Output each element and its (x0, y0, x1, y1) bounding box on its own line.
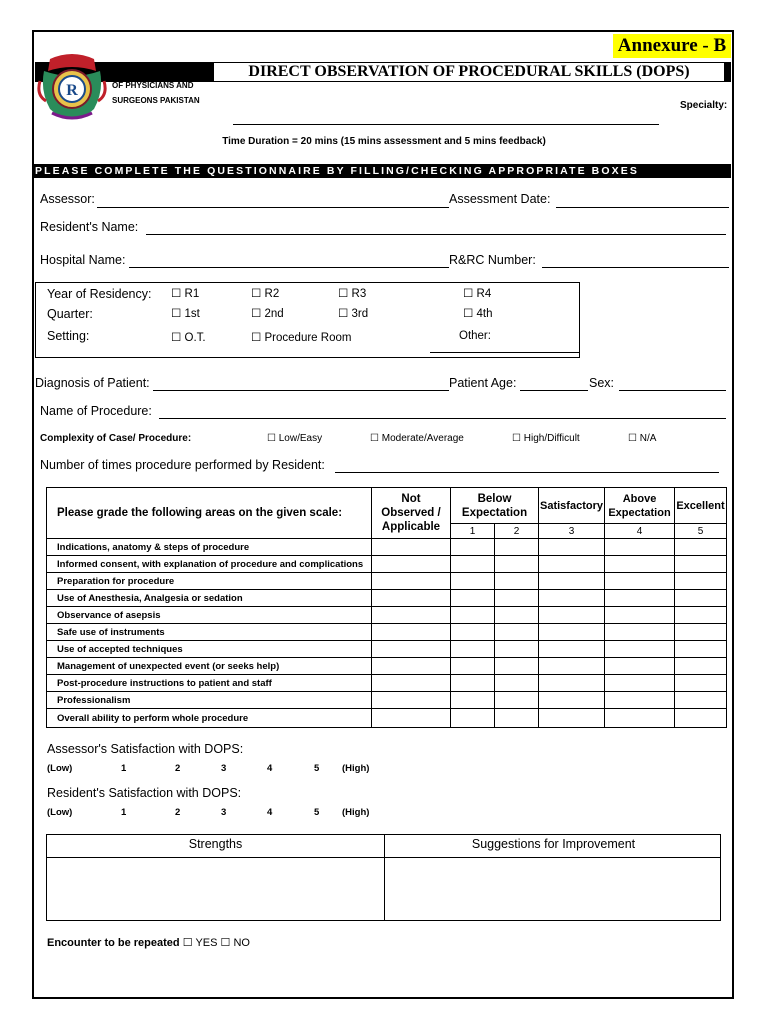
checkbox-icon: ☐ (463, 308, 474, 320)
grade-cell[interactable] (675, 675, 727, 692)
assessor-satisfaction-label: Assessor's Satisfaction with DOPS: (47, 742, 244, 756)
scale-4[interactable]: 4 (267, 763, 273, 774)
checkbox-icon: ☐ (338, 288, 349, 300)
grade-cell[interactable] (539, 607, 605, 624)
grading-prompt: Please grade the following areas on the given scale: (47, 488, 372, 539)
table-row (47, 607, 727, 624)
grade-cell[interactable] (495, 573, 539, 590)
table-row (47, 709, 727, 728)
grade-cell[interactable] (372, 539, 451, 556)
grade-cell[interactable] (495, 539, 539, 556)
grade-cell[interactable] (451, 709, 495, 728)
grade-cell[interactable] (605, 675, 675, 692)
grade-cell[interactable] (372, 607, 451, 624)
checkbox-icon: ☐ (512, 433, 521, 444)
grade-cell[interactable] (495, 675, 539, 692)
grade-cell[interactable] (451, 590, 495, 607)
college-name-line1: OF PHYSICIANS AND (112, 81, 194, 90)
setting-label: Setting: (47, 329, 90, 343)
header-divider (233, 124, 659, 125)
option-quarter-4th[interactable]: ☐ 4th (463, 308, 493, 320)
option-complexity-na[interactable]: ☐ N/A (628, 433, 657, 444)
complexity-label: Complexity of Case/ Procedure: (40, 433, 192, 444)
option-quarter-2nd[interactable]: ☐ 2nd (251, 308, 284, 320)
repeat-encounter-label: Encounter to be repeated (47, 937, 180, 949)
grading-item: Preparation for procedure (47, 573, 372, 590)
table-row (47, 573, 727, 590)
checkbox-icon: ☐ (267, 433, 276, 444)
grade-cell[interactable] (675, 590, 727, 607)
grade-cell[interactable] (451, 573, 495, 590)
scale-number: 4 (605, 524, 675, 539)
assessment-date-label: Assessment Date: (449, 192, 551, 206)
resident-name-input[interactable] (146, 234, 726, 235)
grade-cell[interactable] (495, 641, 539, 658)
grade-cell[interactable] (495, 556, 539, 573)
repeat-encounter-row (47, 936, 250, 949)
table-row (47, 675, 727, 692)
option-quarter-1st[interactable]: ☐ 1st (171, 308, 200, 320)
strengths-header: Strengths (188, 837, 243, 851)
college-name-line2: SURGEONS PAKISTAN (112, 96, 200, 105)
annexure-label: Annexure - B (613, 34, 731, 58)
feedback-box (46, 834, 721, 921)
checkbox-icon: ☐ (338, 308, 349, 320)
grade-cell[interactable] (675, 624, 727, 641)
col-below-expectation: Below Expectation (451, 488, 539, 524)
scale-high: (High) (342, 807, 370, 818)
hospital-name-label: Hospital Name: (40, 253, 126, 267)
grade-cell[interactable] (539, 556, 605, 573)
grading-item: Professionalism (47, 692, 372, 709)
option-setting-procedure-room[interactable]: ☐ Procedure Room (251, 332, 352, 344)
grading-item: Observance of asepsis (47, 607, 372, 624)
grading-table (46, 487, 727, 728)
option-r2[interactable]: ☐ R2 (251, 288, 280, 300)
resident-name-label: Resident's Name: (40, 220, 139, 234)
times-performed-label: Number of times procedure performed by Resident: (40, 458, 325, 472)
checkbox-icon: ☐ (628, 433, 637, 444)
grading-item: Post-procedure instructions to patient and staff (47, 675, 372, 692)
grade-cell[interactable] (605, 590, 675, 607)
grade-cell[interactable] (605, 573, 675, 590)
scale-3[interactable]: 3 (221, 763, 227, 774)
diagnosis-input[interactable] (153, 390, 449, 391)
grade-cell[interactable] (675, 556, 727, 573)
grade-cell[interactable] (372, 692, 451, 709)
option-repeat-no[interactable]: ☐ NO (220, 937, 250, 949)
scale-1[interactable]: 1 (121, 763, 127, 774)
checkbox-icon: ☐ (182, 937, 193, 949)
grade-cell[interactable] (495, 692, 539, 709)
scale-number: 3 (539, 524, 605, 539)
grade-cell[interactable] (451, 641, 495, 658)
grade-cell[interactable] (675, 539, 727, 556)
strengths-input[interactable] (47, 858, 383, 920)
scale-2[interactable]: 2 (175, 763, 181, 774)
grading-item: Informed consent, with explanation of procedure and complications (47, 556, 372, 573)
suggestions-input[interactable] (385, 858, 720, 920)
scale-low: (Low) (47, 807, 73, 818)
rrc-number-input[interactable] (542, 267, 729, 268)
col-above-expectation: Above Expectation (605, 488, 675, 524)
assessment-date-input[interactable] (556, 207, 729, 208)
assessor-label: Assessor: (40, 192, 95, 206)
option-complexity-moderate[interactable]: ☐ Moderate/Average (370, 433, 464, 444)
year-of-residency-label: Year of Residency: (47, 287, 152, 301)
scale-low: (Low) (47, 763, 73, 774)
grade-cell[interactable] (451, 539, 495, 556)
col-excellent: Excellent (675, 488, 727, 524)
grade-cell[interactable] (372, 573, 451, 590)
checkbox-icon: ☐ (171, 308, 182, 320)
grade-cell[interactable] (372, 709, 451, 728)
scale-1[interactable]: 1 (121, 807, 127, 818)
option-setting-ot[interactable]: ☐ O.T. (171, 332, 206, 344)
grade-cell[interactable] (451, 607, 495, 624)
times-performed-input[interactable] (335, 472, 719, 473)
grading-item: Safe use of instruments (47, 624, 372, 641)
checkbox-icon: ☐ (171, 332, 182, 344)
grade-cell[interactable] (539, 658, 605, 675)
grade-cell[interactable] (372, 641, 451, 658)
table-row (47, 624, 727, 641)
grading-item: Overall ability to perform whole procedure (47, 709, 372, 728)
procedure-name-label: Name of Procedure: (40, 404, 152, 418)
college-logo-icon (36, 51, 108, 125)
col-satisfactory: Satisfactory (539, 488, 605, 524)
resident-satisfaction-label: Resident's Satisfaction with DOPS: (47, 786, 242, 800)
grading-item: Use of Anesthesia, Analgesia or sedation (47, 590, 372, 607)
grade-cell[interactable] (605, 692, 675, 709)
scale-number: 5 (675, 524, 727, 539)
grade-cell[interactable] (495, 590, 539, 607)
grade-cell[interactable] (539, 573, 605, 590)
option-quarter-3rd[interactable]: ☐ 3rd (338, 308, 369, 320)
checkbox-icon: ☐ (220, 937, 231, 949)
grade-cell[interactable] (495, 658, 539, 675)
hospital-name-input[interactable] (129, 267, 449, 268)
grade-cell[interactable] (539, 641, 605, 658)
col-not-observed: Not Observed / Applicable (372, 488, 451, 539)
checkbox-icon: ☐ (251, 332, 262, 344)
option-repeat-yes[interactable]: ☐ YES (182, 937, 218, 949)
form-title: DIRECT OBSERVATION OF PROCEDURAL SKILLS (DOPS) (213, 62, 725, 82)
grade-cell[interactable] (495, 607, 539, 624)
grade-cell[interactable] (675, 658, 727, 675)
grade-cell[interactable] (451, 692, 495, 709)
checkbox-icon: ☐ (251, 288, 262, 300)
grade-cell[interactable] (675, 692, 727, 709)
option-r3[interactable]: ☐ R3 (338, 288, 367, 300)
specialty-label: Specialty: (680, 100, 728, 111)
grade-cell[interactable] (675, 709, 727, 728)
grade-cell[interactable] (675, 573, 727, 590)
grade-cell[interactable] (675, 641, 727, 658)
grade-cell[interactable] (605, 709, 675, 728)
scale-4[interactable]: 4 (267, 807, 273, 818)
grade-cell[interactable] (539, 709, 605, 728)
grade-cell[interactable] (451, 556, 495, 573)
grade-cell[interactable] (495, 624, 539, 641)
grade-cell[interactable] (605, 607, 675, 624)
grade-cell[interactable] (605, 658, 675, 675)
quarter-label: Quarter: (47, 307, 93, 321)
instruction-banner: PLEASE COMPLETE THE QUESTIONNAIRE BY FILLING/CHECKING APPROPRIATE BOXES (33, 164, 731, 178)
procedure-name-input[interactable] (159, 418, 726, 419)
grade-cell[interactable] (372, 624, 451, 641)
option-complexity-low[interactable]: ☐ Low/Easy (267, 433, 323, 444)
sex-input[interactable] (619, 390, 726, 391)
grade-cell[interactable] (539, 675, 605, 692)
grade-cell[interactable] (451, 624, 495, 641)
svg-text:R: R (66, 82, 78, 99)
checkbox-icon: ☐ (251, 308, 262, 320)
scale-3[interactable]: 3 (221, 807, 227, 818)
grade-cell[interactable] (605, 539, 675, 556)
suggestions-header: Suggestions for Improvement (471, 837, 636, 851)
grading-item: Use of accepted techniques (47, 641, 372, 658)
grade-cell[interactable] (539, 692, 605, 709)
scale-2[interactable]: 2 (175, 807, 181, 818)
patient-age-input[interactable] (520, 390, 588, 391)
grading-item: Indications, anatomy & steps of procedure (47, 539, 372, 556)
option-complexity-high[interactable]: ☐ High/Difficult (512, 433, 580, 444)
grade-cell[interactable] (372, 658, 451, 675)
grade-cell[interactable] (605, 556, 675, 573)
option-r1[interactable]: ☐ R1 (171, 288, 200, 300)
sex-label: Sex: (589, 376, 615, 390)
grade-cell[interactable] (372, 675, 451, 692)
scale-number: 1 (451, 524, 495, 539)
scale-number: 2 (495, 524, 539, 539)
grade-cell[interactable] (451, 658, 495, 675)
other-label: Other: (459, 330, 491, 342)
grade-cell[interactable] (539, 624, 605, 641)
grade-cell[interactable] (539, 590, 605, 607)
checkbox-icon: ☐ (171, 288, 182, 300)
other-input[interactable] (430, 352, 580, 353)
grade-cell[interactable] (675, 607, 727, 624)
table-row (47, 590, 727, 607)
grade-cell[interactable] (372, 556, 451, 573)
scale-high: (High) (342, 763, 370, 774)
grading-item: Management of unexpected event (or seeks help) (47, 658, 372, 675)
assessor-input[interactable] (97, 207, 449, 208)
table-row (47, 692, 727, 709)
grade-cell[interactable] (605, 641, 675, 658)
patient-age-label: Patient Age: (449, 376, 517, 390)
checkbox-icon: ☐ (463, 288, 474, 300)
diagnosis-label: Diagnosis of Patient: (35, 376, 150, 390)
table-row (47, 539, 727, 556)
option-r4[interactable]: ☐ R4 (463, 288, 492, 300)
grade-cell[interactable] (605, 624, 675, 641)
scale-5[interactable]: 5 (314, 763, 320, 774)
grade-cell[interactable] (495, 709, 539, 728)
grade-cell[interactable] (372, 590, 451, 607)
checkbox-icon: ☐ (370, 433, 379, 444)
table-row (47, 641, 727, 658)
table-row (47, 556, 727, 573)
table-row (47, 658, 727, 675)
rrc-number-label: R&RC Number: (449, 253, 536, 267)
time-duration: Time Duration = 20 mins (15 mins assessment and 5 mins feedback) (222, 136, 546, 147)
grade-cell[interactable] (451, 675, 495, 692)
grade-cell[interactable] (539, 539, 605, 556)
scale-5[interactable]: 5 (314, 807, 320, 818)
